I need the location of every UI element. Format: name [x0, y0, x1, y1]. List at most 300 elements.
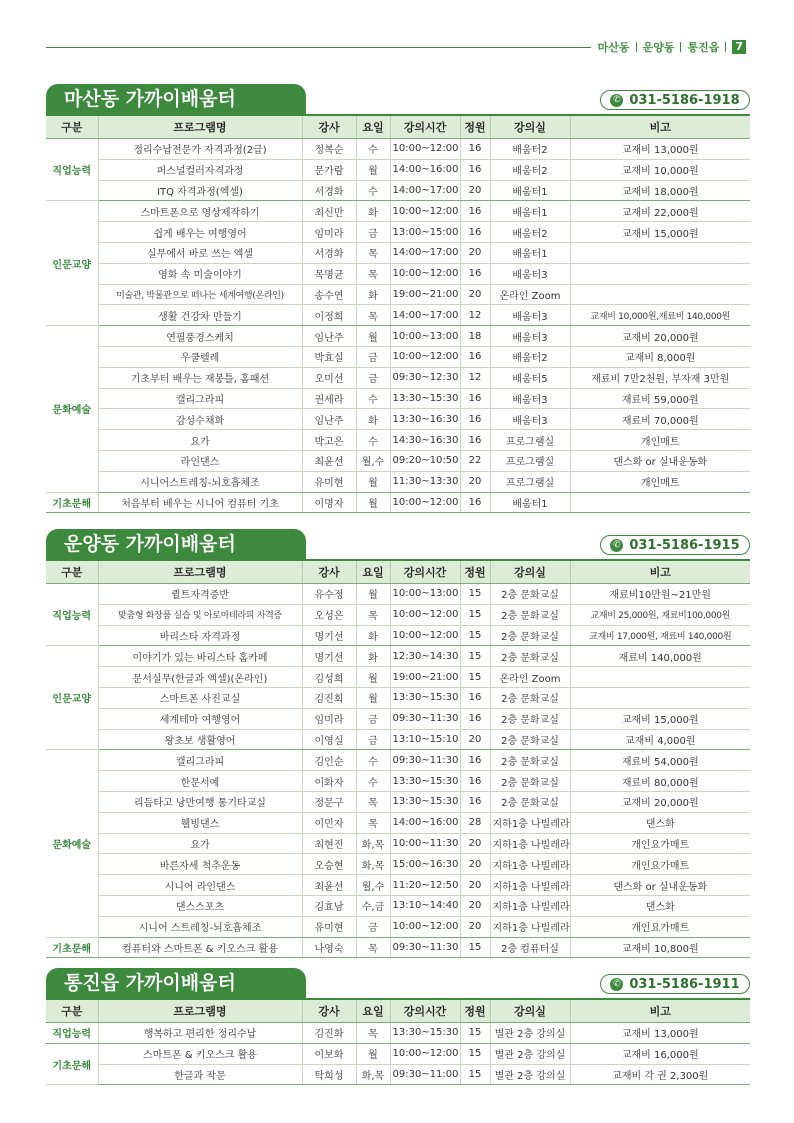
time-cell: 11:30~13:30	[390, 471, 460, 492]
capacity-cell: 16	[460, 771, 490, 792]
table-row	[46, 646, 750, 667]
day-cell: 월	[356, 667, 390, 688]
table-row	[46, 708, 750, 729]
note-cell: 교재비 13,000원	[570, 1023, 750, 1044]
day-cell: 목	[356, 791, 390, 812]
program-name-cell: 감성수채화	[98, 409, 302, 430]
section-header	[46, 84, 750, 114]
capacity-cell: 20	[460, 875, 490, 896]
table-row	[46, 1064, 750, 1085]
capacity-cell: 16	[460, 409, 490, 430]
program-name-cell: 한글과 작문	[98, 1064, 302, 1085]
program-name-cell: 캘리그라피	[98, 388, 302, 409]
capacity-cell: 16	[460, 388, 490, 409]
table-row	[46, 471, 750, 492]
note-cell: 댄스화	[570, 895, 750, 916]
time-cell: 19:00~21:00	[390, 667, 460, 688]
category-cell: 직업능력	[46, 1023, 98, 1044]
instructor-cell: 김인순	[302, 750, 356, 771]
instructor-cell: 오미선	[302, 367, 356, 388]
table-row	[46, 326, 750, 347]
column-header: 요일	[356, 560, 390, 584]
program-name-cell: 라인댄스	[98, 450, 302, 471]
note-cell: 개인매트	[570, 471, 750, 492]
instructor-cell: 명기선	[302, 646, 356, 667]
program-name-cell: 실무에서 바로 쓰는 엑셀	[98, 242, 302, 263]
day-cell: 월	[356, 326, 390, 347]
table-row	[46, 584, 750, 605]
instructor-cell: 오승현	[302, 854, 356, 875]
capacity-cell: 22	[460, 450, 490, 471]
capacity-cell: 15	[460, 1064, 490, 1085]
day-cell: 화	[356, 284, 390, 305]
time-cell: 10:00~12:00	[390, 1043, 460, 1064]
room-cell: 2층 문화교실	[490, 791, 570, 812]
table-row	[46, 492, 750, 513]
note-cell	[570, 284, 750, 305]
table-row	[46, 791, 750, 812]
note-cell: 재료비 70,000원	[570, 409, 750, 430]
time-cell: 14:00~16:00	[390, 159, 460, 180]
phone-icon: ✆	[610, 94, 623, 107]
category-cell: 기초문해	[46, 1043, 98, 1085]
table-row	[46, 729, 750, 750]
program-name-cell: 맞춤형 화장품 실습 및 아로마테라피 자격증	[98, 604, 302, 625]
time-cell: 09:20~10:50	[390, 450, 460, 471]
time-cell: 13:30~15:30	[390, 771, 460, 792]
room-cell: 2층 문화교실	[490, 729, 570, 750]
program-table	[46, 114, 750, 513]
table-row	[46, 450, 750, 471]
room-cell: 배움터2	[490, 222, 570, 243]
program-name-cell: 퀼트자격증반	[98, 584, 302, 605]
capacity-cell: 20	[460, 854, 490, 875]
section-masan	[46, 84, 750, 513]
instructor-cell: 나영숙	[302, 937, 356, 958]
column-header: 강의시간	[390, 560, 460, 584]
column-header: 프로그램명	[98, 115, 302, 139]
instructor-cell: 박효실	[302, 346, 356, 367]
time-cell: 14:00~17:00	[390, 242, 460, 263]
note-cell: 재료비 59,000원	[570, 388, 750, 409]
time-cell: 10:00~12:00	[390, 604, 460, 625]
instructor-cell: 이정희	[302, 305, 356, 326]
instructor-cell: 김진화	[302, 1023, 356, 1044]
section-title: 통진읍 가까이배움터	[46, 968, 306, 998]
time-cell: 09:30~11:00	[390, 1064, 460, 1085]
note-cell: 교재비 22,000원	[570, 201, 750, 222]
room-cell: 지하1층 나빌레라	[490, 854, 570, 875]
category-cell: 인문교양	[46, 646, 98, 750]
instructor-cell: 정복순	[302, 139, 356, 160]
note-cell: 교재비 17,000원, 재료비 140,000원	[570, 625, 750, 646]
program-name-cell: 쉽게 배우는 여행영어	[98, 222, 302, 243]
capacity-cell: 20	[460, 833, 490, 854]
column-header: 강의시간	[390, 999, 460, 1023]
capacity-cell: 16	[460, 708, 490, 729]
table-row	[46, 771, 750, 792]
day-cell: 수	[356, 139, 390, 160]
time-cell: 13:30~15:30	[390, 687, 460, 708]
time-cell: 13:00~15:00	[390, 222, 460, 243]
table-row	[46, 895, 750, 916]
program-name-cell: 기초부터 배우는 재봉틀, 홈패션	[98, 367, 302, 388]
day-cell: 수	[356, 771, 390, 792]
table-row	[46, 159, 750, 180]
room-cell: 배움터1	[490, 180, 570, 201]
day-cell: 수,금	[356, 895, 390, 916]
room-cell: 프로그램실	[490, 430, 570, 451]
room-cell: 배움터2	[490, 139, 570, 160]
instructor-cell: 이보화	[302, 1043, 356, 1064]
instructor-cell: 최현진	[302, 833, 356, 854]
capacity-cell: 15	[460, 646, 490, 667]
instructor-cell: 유미현	[302, 471, 356, 492]
crumb-divider	[680, 42, 681, 52]
phone-badge	[600, 90, 750, 110]
day-cell: 목	[356, 1023, 390, 1044]
room-cell: 프로그램실	[490, 450, 570, 471]
note-cell: 개인요가매트	[570, 854, 750, 875]
instructor-cell: 최윤선	[302, 450, 356, 471]
capacity-cell: 16	[460, 791, 490, 812]
room-cell: 2층 컴퓨터실	[490, 937, 570, 958]
day-cell: 목	[356, 242, 390, 263]
instructor-cell: 최신만	[302, 201, 356, 222]
room-cell: 배움터2	[490, 346, 570, 367]
time-cell: 12:30~14:30	[390, 646, 460, 667]
note-cell: 교재비 10,000원	[570, 159, 750, 180]
day-cell: 금	[356, 729, 390, 750]
room-cell: 배움터5	[490, 367, 570, 388]
capacity-cell: 12	[460, 367, 490, 388]
time-cell: 10:00~13:00	[390, 326, 460, 347]
note-cell: 개인매트	[570, 430, 750, 451]
note-cell	[570, 263, 750, 284]
program-name-cell: 스마트폰으로 영상제작하기	[98, 201, 302, 222]
time-cell: 15:00~16:30	[390, 854, 460, 875]
program-name-cell: 왕초보 생활영어	[98, 729, 302, 750]
table-row	[46, 604, 750, 625]
program-name-cell: 시니어스트레칭-뇌호흡체조	[98, 471, 302, 492]
room-cell: 배움터3	[490, 305, 570, 326]
instructor-cell: 유수정	[302, 584, 356, 605]
time-cell: 14:00~17:00	[390, 180, 460, 201]
note-cell: 댄스화 or 실내운동화	[570, 450, 750, 471]
room-cell: 배움터1	[490, 242, 570, 263]
instructor-cell: 서경화	[302, 180, 356, 201]
instructor-cell: 김효남	[302, 895, 356, 916]
header-rule	[46, 47, 591, 48]
column-header: 강사	[302, 999, 356, 1023]
column-header: 구분	[46, 115, 98, 139]
day-cell: 화	[356, 409, 390, 430]
program-name-cell: 스마트폰 사진교실	[98, 687, 302, 708]
instructor-cell: 임미라	[302, 708, 356, 729]
capacity-cell: 15	[460, 937, 490, 958]
instructor-cell: 박고은	[302, 430, 356, 451]
column-header: 비고	[570, 560, 750, 584]
column-header: 프로그램명	[98, 999, 302, 1023]
day-cell: 월	[356, 584, 390, 605]
category-cell: 문화예술	[46, 750, 98, 937]
note-cell: 재료비 140,000원	[570, 646, 750, 667]
note-cell: 교재비 20,000원	[570, 326, 750, 347]
room-cell: 별관 2층 강의실	[490, 1023, 570, 1044]
section-header	[46, 968, 750, 998]
note-cell: 교재비 10,000원,재료비 140,000원	[570, 305, 750, 326]
section-tongjin	[46, 968, 750, 1085]
table-row	[46, 750, 750, 771]
room-cell: 2층 문화교실	[490, 604, 570, 625]
column-header: 정원	[460, 560, 490, 584]
program-name-cell: 문서실무(한글과 엑셀)(온라인)	[98, 667, 302, 688]
room-cell: 배움터3	[490, 263, 570, 284]
note-cell	[570, 687, 750, 708]
day-cell: 화,목	[356, 833, 390, 854]
time-cell: 13:30~15:30	[390, 791, 460, 812]
column-header: 프로그램명	[98, 560, 302, 584]
program-name-cell: 바른자세 척추운동	[98, 854, 302, 875]
note-cell	[570, 667, 750, 688]
note-cell: 댄스화	[570, 812, 750, 833]
room-cell: 배움터3	[490, 326, 570, 347]
instructor-cell: 권세라	[302, 388, 356, 409]
room-cell: 2층 문화교실	[490, 584, 570, 605]
column-header: 강사	[302, 115, 356, 139]
instructor-cell: 정문구	[302, 791, 356, 812]
table-header-row	[46, 999, 750, 1023]
category-cell: 문화예술	[46, 326, 98, 492]
instructor-cell: 임미라	[302, 222, 356, 243]
capacity-cell: 16	[460, 687, 490, 708]
time-cell: 13:10~15:10	[390, 729, 460, 750]
program-name-cell: 시니어 스트레칭-뇌호흡체조	[98, 916, 302, 937]
program-table	[46, 559, 750, 958]
table-row	[46, 201, 750, 222]
capacity-cell: 15	[460, 584, 490, 605]
time-cell: 09:30~11:30	[390, 750, 460, 771]
program-name-cell: 퍼스널컬러자격과정	[98, 159, 302, 180]
table-row	[46, 937, 750, 958]
category-cell: 기초문해	[46, 937, 98, 958]
capacity-cell: 15	[460, 604, 490, 625]
crumb-unyang: 운양동	[642, 41, 675, 54]
time-cell: 10:00~12:00	[390, 625, 460, 646]
table-row	[46, 139, 750, 160]
table-row	[46, 242, 750, 263]
capacity-cell: 16	[460, 430, 490, 451]
room-cell: 배움터1	[490, 201, 570, 222]
note-cell: 재료비 7만2천원, 부자재 3만원	[570, 367, 750, 388]
day-cell: 수	[356, 750, 390, 771]
crumb-masan: 마산동	[597, 41, 630, 54]
column-header: 정원	[460, 115, 490, 139]
room-cell: 지하1층 나빌레라	[490, 916, 570, 937]
note-cell	[570, 492, 750, 513]
time-cell: 13:30~16:30	[390, 409, 460, 430]
instructor-cell: 임난주	[302, 326, 356, 347]
breadcrumb	[598, 38, 746, 56]
capacity-cell: 20	[460, 284, 490, 305]
table-row	[46, 305, 750, 326]
capacity-cell: 15	[460, 625, 490, 646]
room-cell: 온라인 Zoom	[490, 667, 570, 688]
instructor-cell: 임난주	[302, 409, 356, 430]
column-header: 구분	[46, 560, 98, 584]
section-title: 운양동 가까이배움터	[46, 529, 306, 559]
phone-badge	[600, 535, 750, 555]
room-cell: 지하1층 나빌레라	[490, 875, 570, 896]
instructor-cell: 김진희	[302, 687, 356, 708]
day-cell: 화	[356, 646, 390, 667]
capacity-cell: 20	[460, 895, 490, 916]
table-row	[46, 409, 750, 430]
room-cell: 배움터3	[490, 409, 570, 430]
day-cell: 월	[356, 687, 390, 708]
instructor-cell: 김성희	[302, 667, 356, 688]
section-unyang	[46, 529, 750, 958]
capacity-cell: 20	[460, 242, 490, 263]
room-cell: 지하1층 나빌레라	[490, 895, 570, 916]
capacity-cell: 18	[460, 326, 490, 347]
day-cell: 월	[356, 159, 390, 180]
category-cell: 직업능력	[46, 584, 98, 646]
instructor-cell: 오성은	[302, 604, 356, 625]
room-cell: 2층 문화교실	[490, 625, 570, 646]
note-cell: 교재비 20,000원	[570, 791, 750, 812]
program-name-cell: 캘리그라피	[98, 750, 302, 771]
table-header-row	[46, 115, 750, 139]
capacity-cell: 16	[460, 222, 490, 243]
capacity-cell: 16	[460, 201, 490, 222]
program-name-cell: 생활 건강차 만들기	[98, 305, 302, 326]
instructor-cell: 유미현	[302, 916, 356, 937]
capacity-cell: 16	[460, 492, 490, 513]
day-cell: 금	[356, 222, 390, 243]
instructor-cell: 이명자	[302, 492, 356, 513]
program-name-cell: 영화 속 미술이야기	[98, 263, 302, 284]
table-row	[46, 346, 750, 367]
room-cell: 배움터3	[490, 388, 570, 409]
column-header: 강의시간	[390, 115, 460, 139]
room-cell: 지하1층 나빌레라	[490, 812, 570, 833]
table-row	[46, 875, 750, 896]
day-cell: 월,수	[356, 450, 390, 471]
column-header: 비고	[570, 115, 750, 139]
time-cell: 10:00~12:00	[390, 201, 460, 222]
program-name-cell: 요가	[98, 430, 302, 451]
phone-number: 031-5186-1915	[629, 537, 740, 553]
time-cell: 14:30~16:30	[390, 430, 460, 451]
program-name-cell: 우쿨렐레	[98, 346, 302, 367]
day-cell: 화	[356, 201, 390, 222]
room-cell: 2층 문화교실	[490, 771, 570, 792]
table-row	[46, 916, 750, 937]
note-cell: 개인요가매트	[570, 916, 750, 937]
program-name-cell: 스마트폰 & 키오스크 활용	[98, 1043, 302, 1064]
crumb-divider	[725, 42, 726, 52]
capacity-cell: 16	[460, 263, 490, 284]
time-cell: 10:00~12:00	[390, 492, 460, 513]
capacity-cell: 12	[460, 305, 490, 326]
capacity-cell: 16	[460, 750, 490, 771]
program-name-cell: 이야기가 있는 바리스타 홈카페	[98, 646, 302, 667]
time-cell: 10:00~13:00	[390, 584, 460, 605]
time-cell: 14:00~16:00	[390, 812, 460, 833]
time-cell: 10:00~12:00	[390, 916, 460, 937]
table-row	[46, 284, 750, 305]
day-cell: 목	[356, 305, 390, 326]
instructor-cell: 문가람	[302, 159, 356, 180]
day-cell: 화	[356, 625, 390, 646]
note-cell: 교재비 13,000원	[570, 139, 750, 160]
room-cell: 배움터1	[490, 492, 570, 513]
table-row	[46, 667, 750, 688]
day-cell: 월	[356, 1043, 390, 1064]
program-name-cell: 시니어 라인댄스	[98, 875, 302, 896]
section-title: 마산동 가까이배움터	[46, 84, 306, 114]
time-cell: 09:30~11:30	[390, 708, 460, 729]
phone-badge	[600, 974, 750, 994]
capacity-cell: 15	[460, 1043, 490, 1064]
column-header: 요일	[356, 999, 390, 1023]
program-name-cell: 리듬타고 낭만여행 통기타교실	[98, 791, 302, 812]
instructor-cell: 송수연	[302, 284, 356, 305]
column-header: 강사	[302, 560, 356, 584]
column-header: 강의실	[490, 560, 570, 584]
note-cell: 교재비 4,000원	[570, 729, 750, 750]
table-row	[46, 388, 750, 409]
note-cell: 교재비 15,000원	[570, 222, 750, 243]
program-name-cell: 한문서예	[98, 771, 302, 792]
program-name-cell: 요가	[98, 833, 302, 854]
program-name-cell: 컴퓨터와 스마트폰 & 키오스크 활용	[98, 937, 302, 958]
instructor-cell: 명기선	[302, 625, 356, 646]
time-cell: 10:00~12:00	[390, 346, 460, 367]
day-cell: 수	[356, 180, 390, 201]
category-cell: 직업능력	[46, 139, 98, 201]
phone-icon: ✆	[610, 539, 623, 552]
day-cell: 화,목	[356, 854, 390, 875]
time-cell: 10:00~12:00	[390, 139, 460, 160]
capacity-cell: 20	[460, 729, 490, 750]
day-cell: 금	[356, 916, 390, 937]
instructor-cell: 이영실	[302, 729, 356, 750]
note-cell: 댄스화 or 실내운동화	[570, 875, 750, 896]
room-cell: 2층 문화교실	[490, 708, 570, 729]
note-cell: 교재비 8,000원	[570, 346, 750, 367]
day-cell: 금	[356, 346, 390, 367]
table-row	[46, 180, 750, 201]
table-row	[46, 687, 750, 708]
capacity-cell: 15	[460, 1023, 490, 1044]
program-name-cell: 미술관, 박물관으로 떠나는 세계여행(온라인)	[98, 284, 302, 305]
day-cell: 목	[356, 263, 390, 284]
time-cell: 13:10~14:40	[390, 895, 460, 916]
crumb-tongjin: 통진읍	[687, 41, 720, 54]
column-header: 요일	[356, 115, 390, 139]
column-header: 강의실	[490, 999, 570, 1023]
day-cell: 화,목	[356, 1064, 390, 1085]
instructor-cell: 이화자	[302, 771, 356, 792]
program-name-cell: 행복하고 편리한 정리수납	[98, 1023, 302, 1044]
time-cell: 14:00~17:00	[390, 305, 460, 326]
instructor-cell: 이민자	[302, 812, 356, 833]
capacity-cell: 20	[460, 471, 490, 492]
table-row	[46, 1023, 750, 1044]
capacity-cell: 16	[460, 139, 490, 160]
